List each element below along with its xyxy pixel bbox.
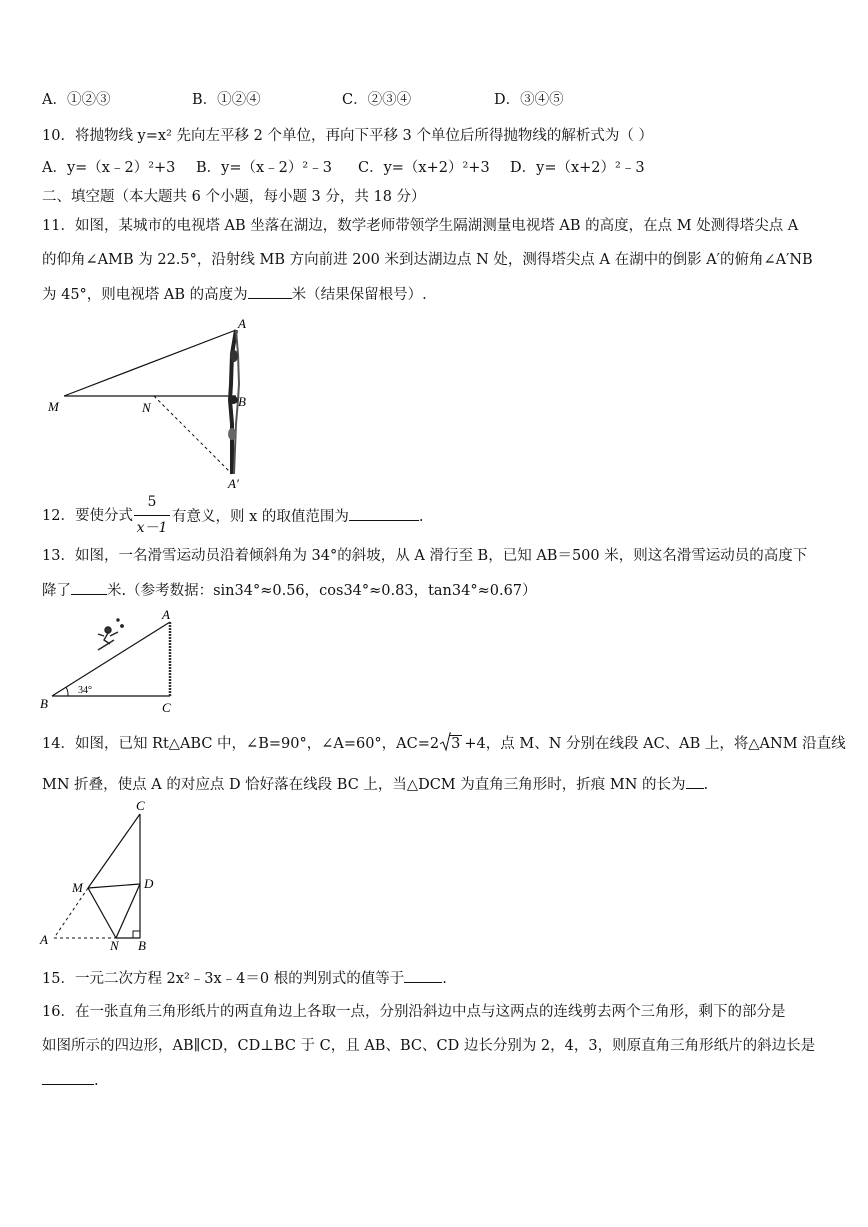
q11-label-a-prime: A′ (228, 476, 239, 491)
q13-line2-tail: 米.（参考数据：sin34°≈0.56，cos34°≈0.83，tan34°≈0.67） (107, 583, 537, 599)
q10-stem: 10．将抛物线 y=x² 先向左平移 2 个单位，再向下平移 3 个单位后所得抛物线的解析式为（ ） (42, 128, 653, 144)
q14-sqrt (439, 734, 462, 754)
q9-option-d: D．③④⑤ (494, 92, 564, 108)
q15-end: . (442, 971, 447, 987)
q13-label-a: A (162, 607, 170, 622)
q14-label-c: C (136, 798, 145, 813)
q14-seg-mn (88, 888, 116, 938)
q16-answer-blank[interactable] (42, 1070, 94, 1085)
q9-option-c: C．②③④ (342, 92, 412, 108)
q13-line2-text: 降了 (42, 583, 71, 599)
q13-line1: 13．如图，一名滑雪运动员沿着倾斜角为 34°的斜坡，从 A 滑行至 B，已知 AB＝500 米，则这名滑雪运动员的高度下 (42, 548, 808, 564)
q14-side-ma-dashed (54, 888, 88, 938)
q13-angle-label: 34° (78, 685, 92, 696)
q9-option-a: A．①②③ (42, 92, 111, 108)
q10-option-d: D．y=（x+2）²﹣3 (510, 160, 645, 176)
q14-line1 (42, 734, 846, 754)
q16-line2: 如图所示的四边形，AB∥CD，CD⊥BC 于 C，且 AB、BC、CD 边长分别为 2，4，3，则原直角三角形纸片的斜边长是 (42, 1038, 816, 1054)
q10-option-b: B．y=（x﹣2）²﹣3 (196, 160, 332, 176)
q14-line2 (42, 774, 708, 795)
sqrt-symbol-icon (439, 732, 451, 752)
q12-post: 有意义，则 x 的取值范围为 (172, 509, 349, 525)
q14-label-n: N (110, 938, 119, 953)
q14-label-a: A (40, 932, 48, 947)
q12-answer-blank[interactable] (349, 506, 419, 521)
q13-figure (38, 606, 188, 718)
q14-line2-tail: . (703, 777, 709, 793)
section-header: 二、填空题（本大题共 6 个小题，每小题 3 分，共 18 分） (42, 189, 426, 205)
q15-text: 15．一元二次方程 2x²﹣3x﹣4＝0 根的判别式的值等于 (42, 971, 405, 987)
q14-line1-text: 14．如图，已知 Rt△ABC 中，∠B=90°，∠A=60°，AC=2 (42, 736, 440, 752)
q11-line-ma (64, 330, 236, 396)
q13-slope-ab (52, 622, 170, 696)
q11-label-m: M (48, 399, 59, 414)
q15 (42, 968, 447, 989)
q14-sqrt-radicand: 3 (451, 736, 461, 752)
q14-line2-text: MN 折叠，使点 A 的对应点 D 恰好落在线段 BC 上，当△DCM 为直角三角形时，折痕 MN 的长为 (42, 777, 686, 793)
q14-label-d: D (144, 876, 154, 891)
q14-seg-md (88, 884, 140, 888)
q16-end: . (94, 1073, 99, 1089)
q14-side-cm (88, 814, 140, 888)
q11-label-a: A (238, 316, 246, 331)
q12-pre: 12．要使分式 (42, 508, 133, 524)
q11-line2: 的仰角∠AMB 为 22.5°，沿射线 MB 方向前进 200 米到达湖边点 N 处，测得塔尖点 A 在湖中的倒影 A′的俯角∠A′NB (42, 252, 813, 268)
q9-option-b: B．①②④ (192, 92, 261, 108)
q11-label-n: N (142, 400, 151, 415)
q13-answer-blank[interactable] (71, 580, 107, 595)
q11-line3 (42, 284, 427, 305)
q14-label-m: M (72, 880, 83, 895)
q12-denominator: x－1 (136, 520, 168, 536)
q13-label-b: B (40, 696, 48, 711)
q10-option-c: C．y=（x+2）²+3 (358, 160, 490, 176)
q13-label-c: C (162, 700, 171, 715)
q16-line3 (42, 1070, 99, 1091)
q16-line1: 16．在一张直角三角形纸片的两直角边上各取一点，分别沿斜边中点与这两点的连线剪去两个三角形，剩下的部分是 (42, 1004, 786, 1020)
q10-option-a: A．y=（x﹣2）²+3 (42, 160, 176, 176)
q14-line1-tail: +4，点 M、N 分别在线段 AC、AB 上，将△ANM 沿直线 (464, 736, 846, 752)
q11-answer-blank[interactable] (248, 284, 292, 299)
q11-label-b: B (238, 394, 246, 409)
q14-seg-nd (116, 884, 140, 938)
q12-tail (172, 506, 424, 527)
q11-line3-tail: 米（结果保留根号）. (291, 287, 427, 303)
q12-numerator: 5 (147, 494, 157, 510)
q14-answer-blank[interactable] (686, 774, 704, 789)
q11-line1: 11．如图，某城市的电视塔 AB 坐落在湖边，数学老师带领学生隔湖测量电视塔 AB 的高度，在点 M 处测得塔尖点 A (42, 218, 799, 234)
q12-end: . (418, 509, 424, 525)
q14-label-b: B (138, 938, 146, 953)
q12-fraction-bar (134, 515, 170, 516)
q15-answer-blank[interactable] (404, 968, 442, 983)
q13-line2 (42, 580, 537, 601)
q14-figure (36, 798, 166, 956)
q11-line3-text: 为 45°，则电视塔 AB 的高度为 (42, 287, 248, 303)
q11-line-na-dashed (154, 396, 232, 474)
right-angle-icon (133, 931, 140, 938)
q11-figure (44, 314, 264, 492)
skier-icon (98, 619, 123, 650)
